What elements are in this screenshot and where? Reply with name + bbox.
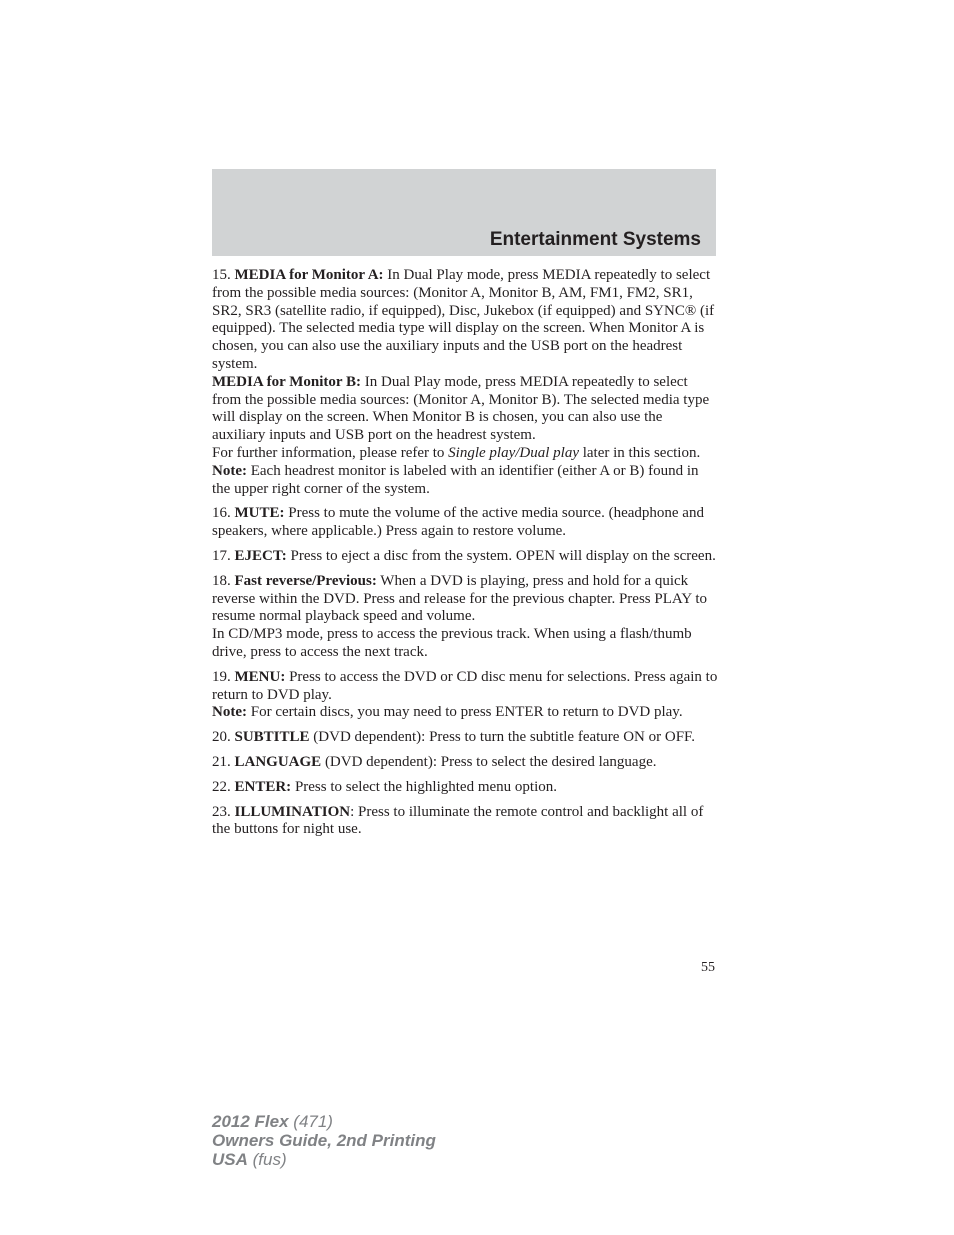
item-text: Press to mute the volume of the active media source. (headphone and speakers, where applicable.) Press again to restore volume. xyxy=(212,505,704,540)
item-20 xyxy=(212,729,718,747)
item-number: 16. xyxy=(212,505,231,522)
item-number: 21. xyxy=(212,753,231,770)
footer-region-code: (fus) xyxy=(247,1150,287,1169)
item-16 xyxy=(212,505,718,541)
item-label: ILLUMINATION xyxy=(234,803,351,820)
item-text: Press to access the DVD or CD disc menu for selections. Press again to return to DVD play. xyxy=(212,668,718,703)
item-label: EJECT: xyxy=(234,547,287,564)
item-19-note xyxy=(212,704,718,722)
item-23 xyxy=(212,804,718,840)
item-15-monitor-b xyxy=(212,374,718,445)
further-info-text: later in this section. xyxy=(578,444,701,461)
footer-line-region xyxy=(212,1150,436,1169)
item-text: Press to select the highlighted menu option. xyxy=(291,778,557,795)
item-18 xyxy=(212,573,718,626)
footer-model: 2012 Flex xyxy=(212,1112,289,1131)
further-info-text: For further information, please refer to xyxy=(212,444,449,461)
note-text: Each headrest monitor is labeled with an identifier (either A or B) found in the upper right corner of the system. xyxy=(212,462,699,497)
note-label: Note: xyxy=(212,704,247,721)
note-label: Note: xyxy=(212,462,247,479)
item-label: Fast reverse/Previous: xyxy=(234,572,377,589)
item-text: In Dual Play mode, press MEDIA repeatedly to select from the possible media sources: (Monitor A, Monitor B, AM, FM1, FM2, SR1, SR2, SR3 (satellite radio, if equipped), Disc, Jukebox (if equipped) and SYNC® (if equipped). The selected media type will display on the screen. When Monitor A is chosen, you can also use the auxiliary inputs and the USB port on the headrest system. xyxy=(212,267,715,372)
item-19 xyxy=(212,669,718,705)
item-number: 23. xyxy=(212,803,231,820)
item-text: : Press to illuminate the remote control and backlight all of the buttons for night use. xyxy=(212,803,704,838)
item-label: MEDIA for Monitor B: xyxy=(212,373,362,390)
item-text: (DVD dependent): Press to turn the subtitle feature ON or OFF. xyxy=(309,729,695,746)
item-text: Press to eject a disc from the system. OPEN will display on the screen. xyxy=(286,547,716,564)
item-number: 18. xyxy=(212,572,231,589)
item-label: LANGUAGE xyxy=(234,753,322,770)
item-label: ENTER: xyxy=(234,778,292,795)
page-body xyxy=(212,267,718,839)
item-number: 19. xyxy=(212,668,231,685)
item-label: MEDIA for Monitor A: xyxy=(234,267,384,283)
item-number: 20. xyxy=(212,729,231,746)
footer-model-code: (471) xyxy=(288,1112,333,1131)
section-header-band xyxy=(212,169,716,256)
item-17 xyxy=(212,548,718,566)
page-number: 55 xyxy=(701,960,715,975)
item-text: In Dual Play mode, press MEDIA repeatedly to select from the possible media sources: (Monitor A, Monitor B). The selected media type will display on the screen. When Monitor B is chosen, you can also use the auxiliary inputs and USB port on the headrest system. xyxy=(212,373,710,444)
footer-line-model xyxy=(212,1112,436,1131)
item-21 xyxy=(212,754,718,772)
item-label: SUBTITLE xyxy=(234,729,310,746)
item-number: 17. xyxy=(212,547,231,564)
footer-line-guide: Owners Guide, 2nd Printing xyxy=(212,1131,436,1150)
item-15-note xyxy=(212,463,718,499)
section-title: Entertainment Systems xyxy=(489,229,701,250)
item-number: 22. xyxy=(212,778,231,795)
item-15 xyxy=(212,267,718,374)
note-text: For certain discs, you may need to press ENTER to return to DVD play. xyxy=(246,704,683,721)
item-label: MUTE: xyxy=(234,505,285,522)
item-15-further-info xyxy=(212,445,718,463)
cross-reference: Single play/Dual play xyxy=(448,444,579,461)
item-label: MENU: xyxy=(234,668,286,685)
item-22 xyxy=(212,779,718,797)
item-18-cd-mode: In CD/MP3 mode, press to access the previous track. When using a flash/thumb drive, press to access the next track. xyxy=(212,626,692,660)
item-number: 15. xyxy=(212,267,231,283)
footer-region: USA xyxy=(212,1150,248,1169)
document-footer xyxy=(212,1112,436,1169)
item-text: When a DVD is playing, press and hold for a quick reverse within the DVD. Press and release for the previous chapter. Press PLAY to resume normal playback speed and volume. xyxy=(212,572,708,625)
item-text: (DVD dependent): Press to select the desired language. xyxy=(321,753,657,770)
